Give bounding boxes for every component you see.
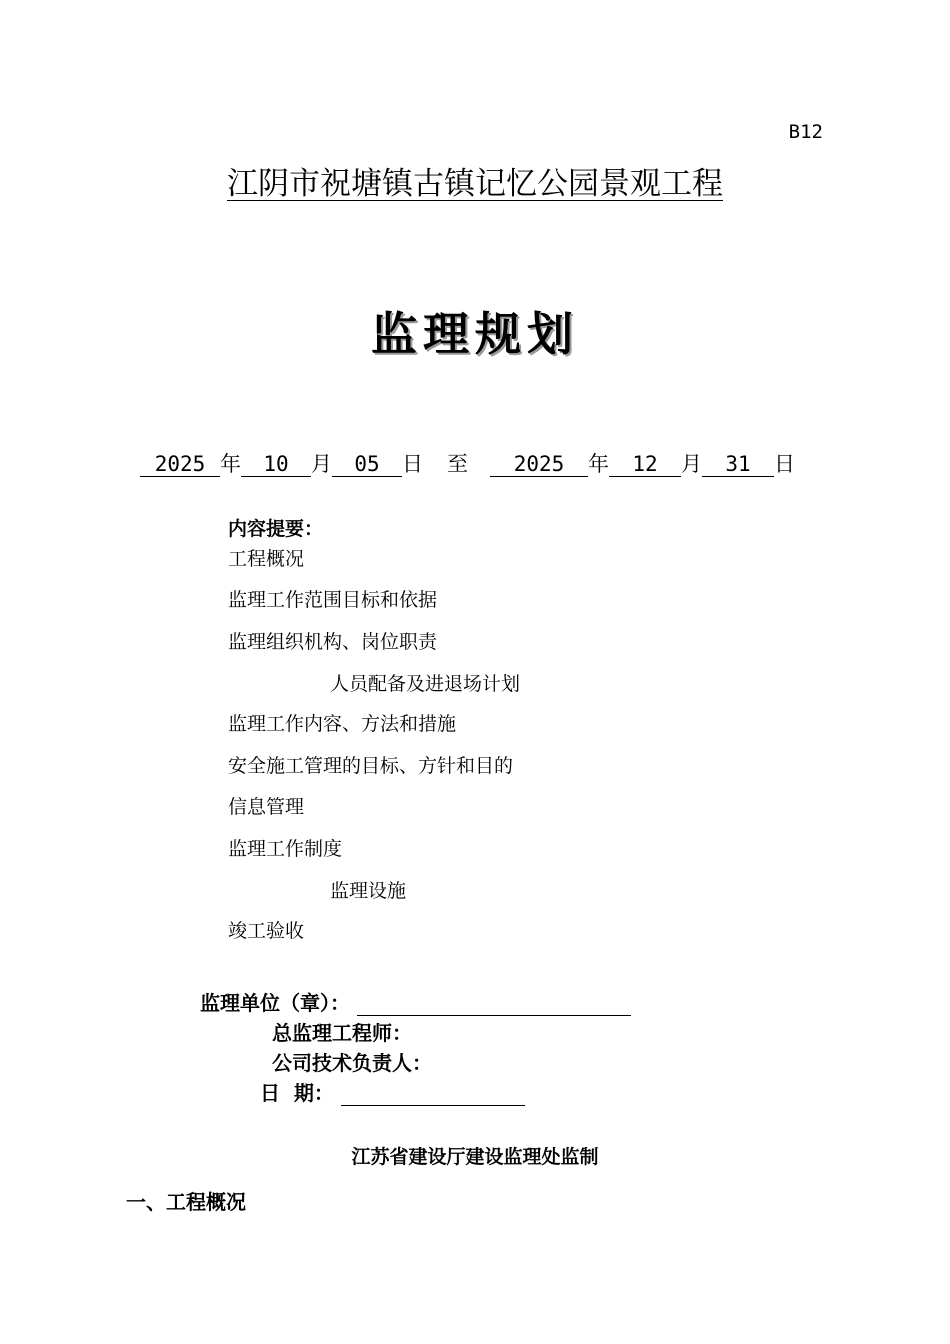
- start-day: 05: [332, 452, 402, 477]
- period-to: 至: [447, 452, 468, 476]
- section-heading: 一、工程概况: [126, 1190, 246, 1214]
- day-unit: 日: [774, 452, 795, 476]
- toc-item: 监理设施: [330, 880, 407, 902]
- start-year: 2025: [140, 452, 220, 477]
- date-row: [260, 1077, 525, 1106]
- document-title: 监理规划: [371, 307, 579, 361]
- toc-item: 监理工作内容、方法和措施: [228, 713, 457, 735]
- date-blank: [341, 1085, 525, 1106]
- project-name: 江阴市祝塘镇古镇记忆公园景观工程: [227, 166, 723, 202]
- end-day: 31: [702, 452, 774, 477]
- document-code: B12: [788, 121, 823, 143]
- issuer: 江苏省建设厅建设监理处监制: [351, 1146, 599, 1168]
- end-month: 12: [609, 452, 681, 477]
- toc-item: 人员配备及进退场计划: [330, 673, 521, 695]
- year-unit: 年: [588, 452, 609, 476]
- summary-label: 内容提要：: [228, 518, 324, 540]
- start-month: 10: [241, 452, 311, 477]
- day-unit: 日: [402, 452, 423, 476]
- toc-item: 信息管理: [228, 796, 305, 818]
- month-unit: 月: [681, 452, 702, 476]
- period-row: [140, 448, 795, 478]
- toc-item: 工程概况: [228, 548, 305, 570]
- year-unit: 年: [220, 452, 241, 476]
- chief-engineer-label: 总监理工程师：: [272, 1021, 412, 1045]
- toc-item: 监理工作范围目标和依据: [228, 589, 438, 611]
- month-unit: 月: [311, 452, 332, 476]
- toc-item: 监理组织机构、岗位职责: [228, 631, 438, 653]
- toc-item: 安全施工管理的目标、方针和目的: [228, 755, 514, 777]
- toc-item: 竣工验收: [228, 920, 305, 942]
- supervision-unit-row: [200, 987, 631, 1016]
- tech-director-label: 公司技术负责人：: [272, 1051, 432, 1075]
- supervision-unit-label: 监理单位（章）：: [200, 991, 350, 1015]
- end-year: 2025: [490, 452, 588, 477]
- date-label: 日 期：: [260, 1081, 334, 1105]
- supervision-unit-blank: [357, 995, 631, 1016]
- toc-item: 监理工作制度: [228, 838, 343, 860]
